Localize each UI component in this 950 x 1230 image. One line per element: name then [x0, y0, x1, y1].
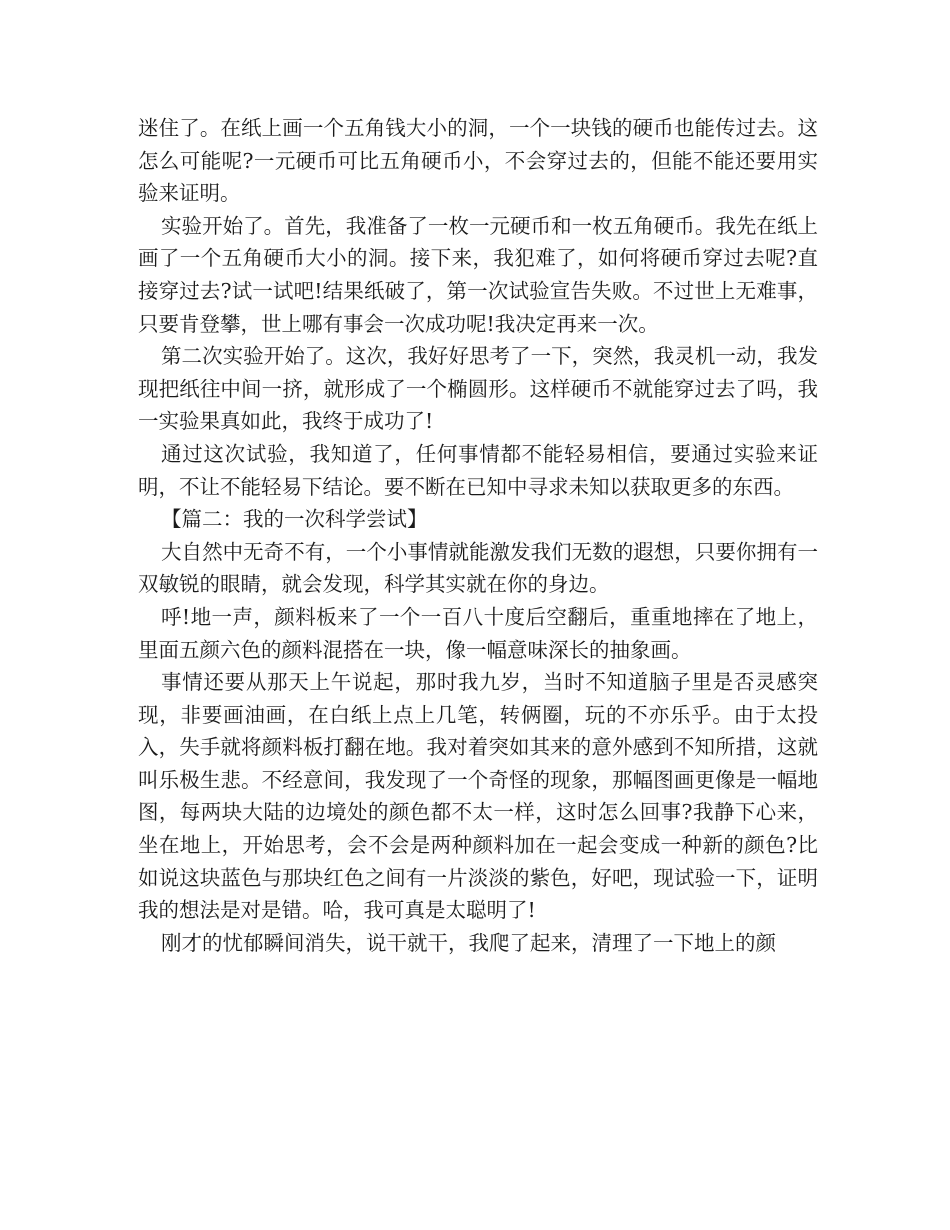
paragraph-nature: 大自然中无奇不有，一个小事情就能激发我们无数的遐想，只要你拥有一双敏锐的眼睛，就会发现，科学其实就在你的身边。 — [138, 539, 818, 597]
paragraph-conclusion: 通过这次试验，我知道了，任何事情都不能轻易相信，要通过实验来证明，不让不能轻易下结论。要不断在已知中寻求未知以获取更多的东西。 — [138, 441, 818, 499]
paragraph-experiment-start: 实验开始了。首先，我准备了一枚一元硬币和一枚五角硬币。我先在纸上画了一个五角硬币大小的洞。接下来，我犯难了，如何将硬币穿过去呢?直接穿过去?试一试吧!结果纸破了，第一次试验宣告失败。不过世上无难事，只要肯登攀，世上哪有事会一次成功呢!我决定再来一次。 — [138, 213, 818, 336]
paragraph-palette-fall: 呼!地一声，颜料板来了一个一百八十度后空翻后，重重地摔在了地上，里面五颜六色的颜料混搭在一块，像一幅意味深长的抽象画。 — [138, 604, 818, 662]
document-body — [138, 112, 818, 959]
paragraph-continuation: 迷住了。在纸上画一个五角钱大小的洞，一个一块钱的硬币也能传过去。这怎么可能呢?一元硬币可比五角硬币小，不会穿过去的，但能不能还要用实验来证明。 — [138, 116, 818, 206]
paragraph-story: 事情还要从那天上午说起，那时我九岁，当时不知道脑子里是否灵感突现，非要画油画，在白纸上点上几笔，转俩圈，玩的不亦乐乎。由于太投入，失手就将颜料板打翻在地。我对着突如其来的意外感到不知所措，这就叫乐极生悲。不经意间，我发现了一个奇怪的现象，那幅图画更像是一幅地图，每两块大陆的边境处的颜色都不太一样，这时怎么回事?我静下心来，坐在地上，开始思考，会不会是两种颜料加在一起会变成一种新的颜色?比如说这块蓝色与那块红色之间有一片淡淡的紫色，好吧，现试验一下，证明我的想法是对是错。哈，我可真是太聪明了! — [138, 670, 818, 923]
paragraph-second-experiment: 第二次实验开始了。这次，我好好思考了一下，突然，我灵机一动，我发现把纸往中间一挤，就形成了一个椭圆形。这样硬币不就能穿过去了吗，我一实验果真如此，我终于成功了! — [138, 344, 818, 434]
section-heading: 【篇二：我的一次科学尝试】 — [161, 507, 428, 532]
paragraph-continuation-end: 刚才的忧郁瞬间消失，说干就干，我爬了起来，清理了一下地上的颜 — [161, 930, 776, 955]
